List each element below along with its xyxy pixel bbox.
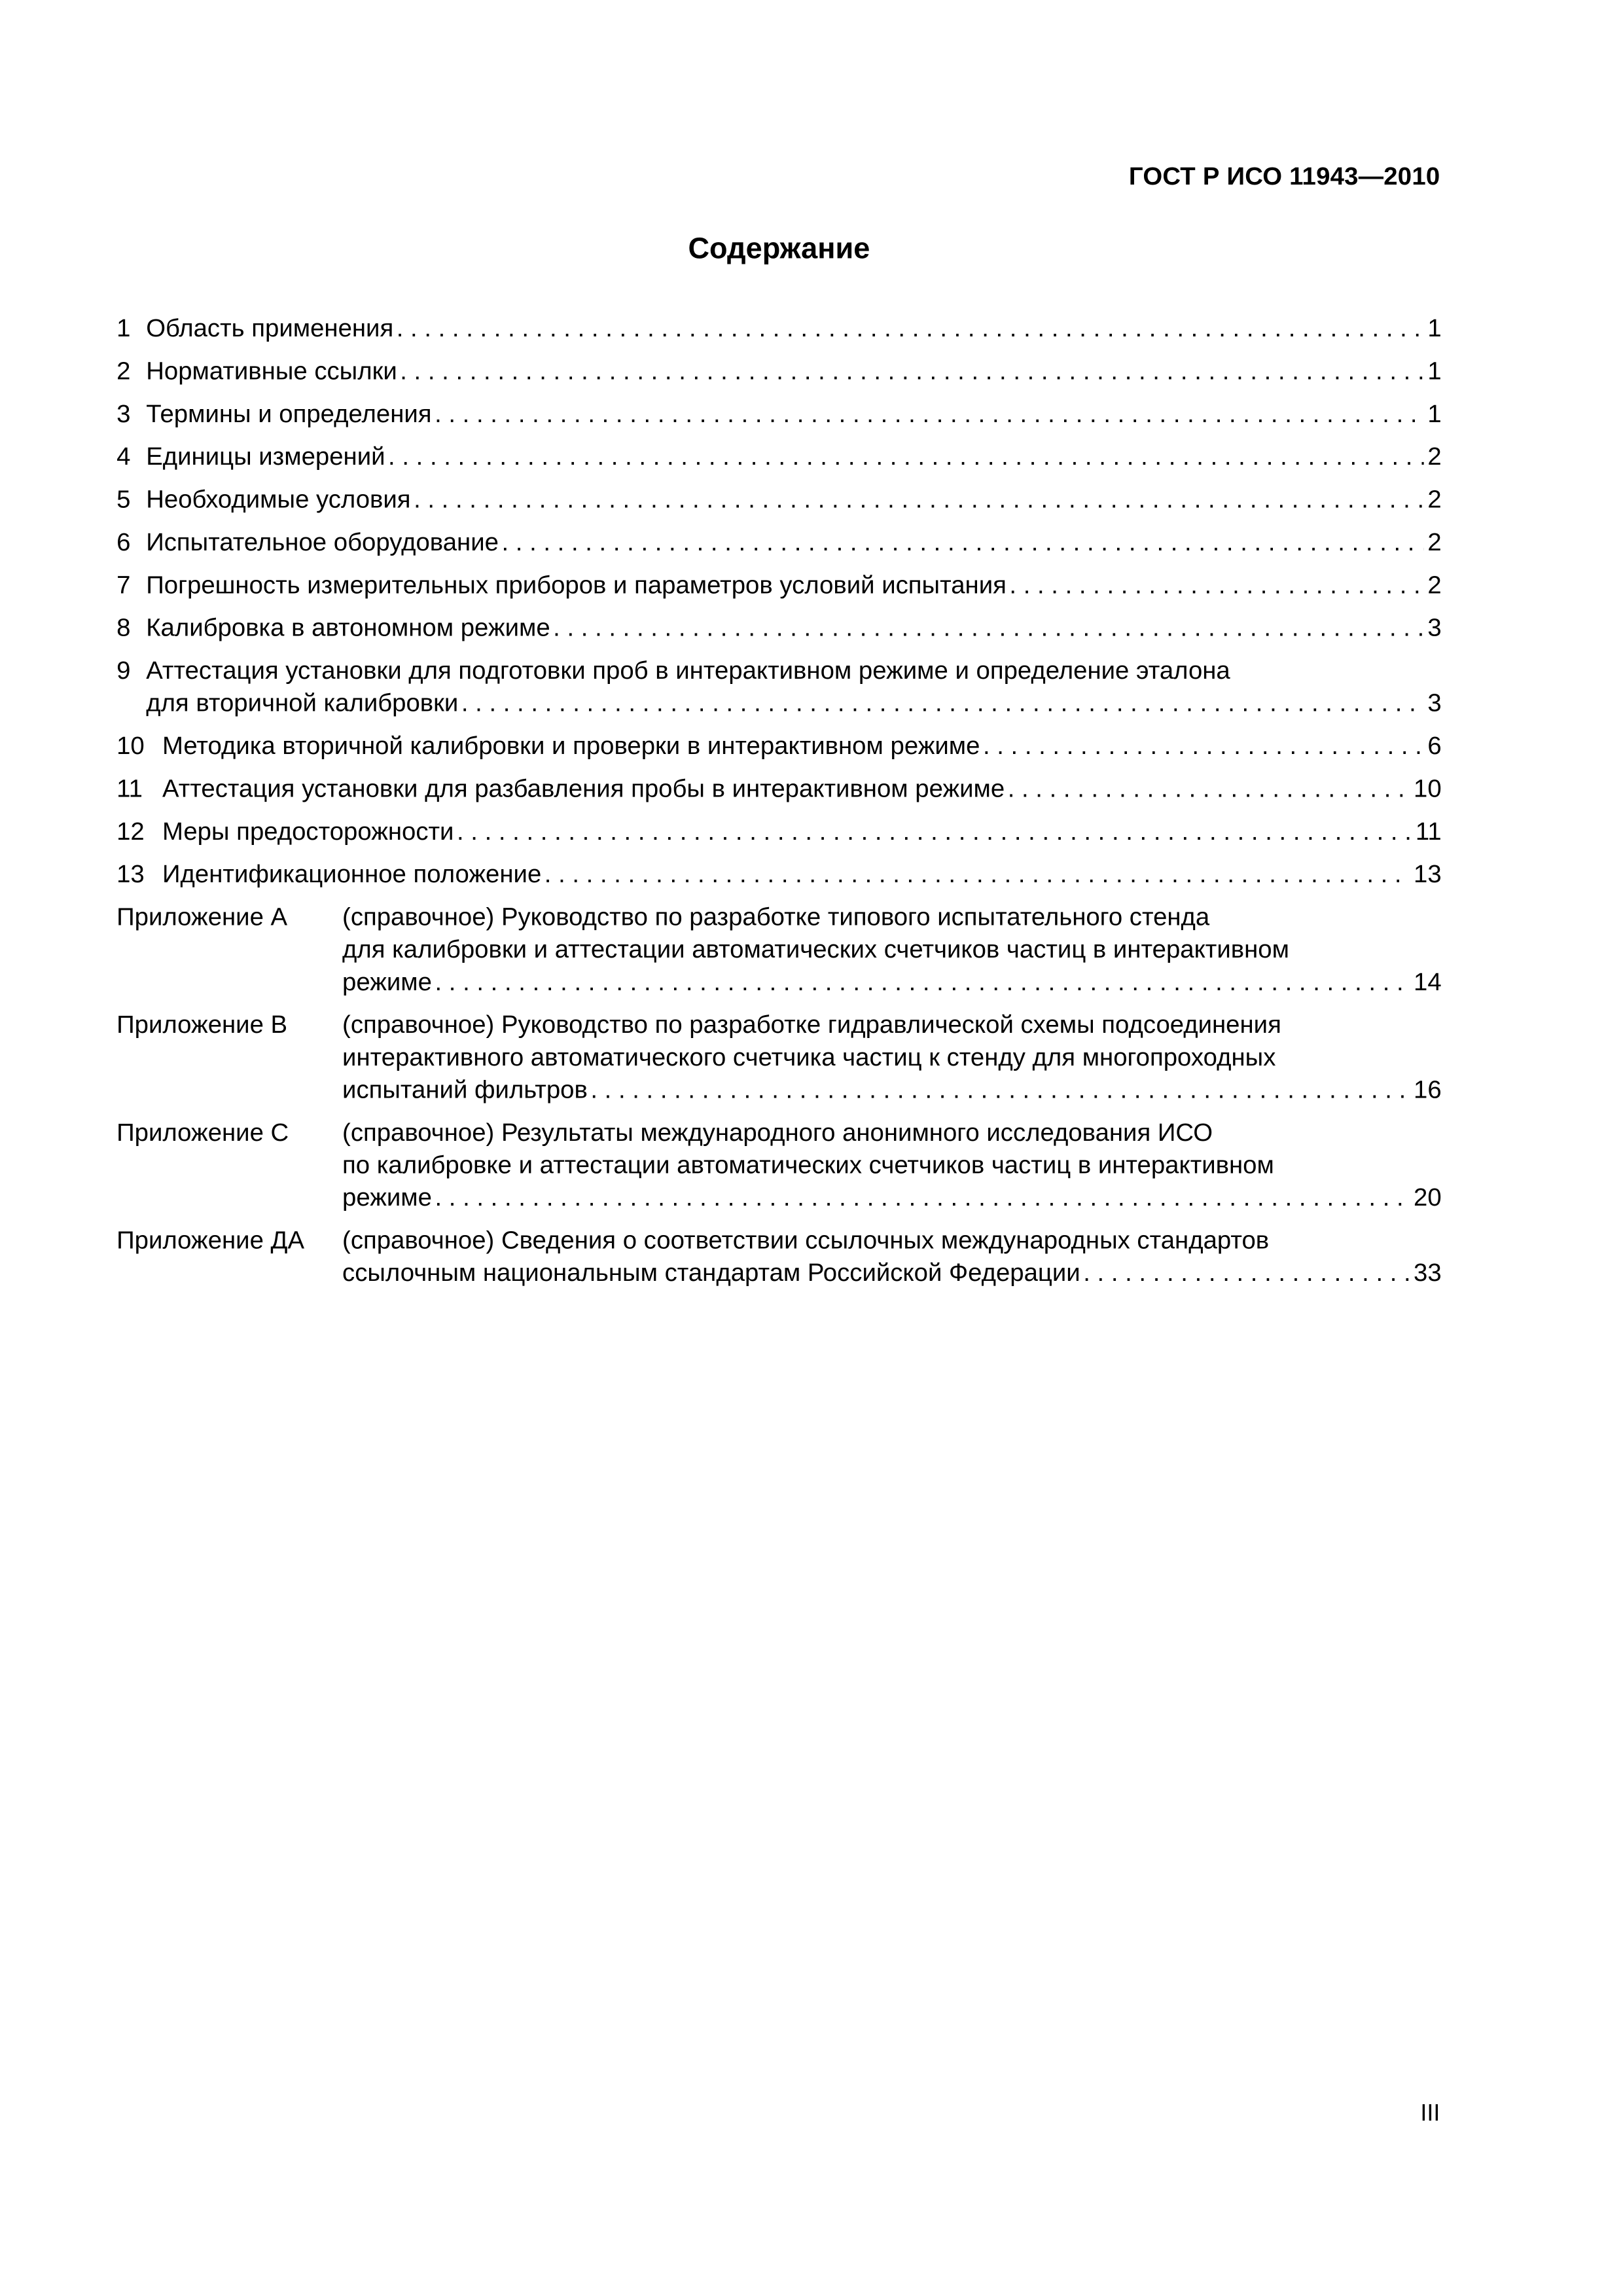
toc-entry-line: Единицы измерений xyxy=(146,442,385,471)
toc-entry-title xyxy=(146,613,1441,645)
dot-leader xyxy=(983,730,1423,763)
toc-entry-line: Термины и определения xyxy=(146,399,432,428)
toc-entry-line: Нормативные ссылки xyxy=(146,357,397,386)
toc-entry-last-line xyxy=(146,688,1441,721)
toc-page-number: 20 xyxy=(1414,1183,1442,1211)
toc-entry-title xyxy=(162,773,1442,806)
toc-entry-title xyxy=(146,527,1441,560)
toc-entry-line: ссылочным национальным стандартам Российской Федерации xyxy=(342,1259,1080,1287)
page-title: Содержание xyxy=(688,233,870,266)
toc-page-number: 2 xyxy=(1427,571,1442,600)
toc-page-number: 13 xyxy=(1414,860,1442,889)
toc-entry-line: (справочное) Результаты международного анонимного исследования ИСО xyxy=(342,1118,1213,1147)
toc-entry[interactable] xyxy=(116,441,1442,474)
toc-annex-label: Приложение ДА xyxy=(116,1226,305,1255)
toc-entry-title xyxy=(146,484,1441,516)
dot-leader xyxy=(414,484,1423,516)
toc-annex-entry[interactable] xyxy=(116,1225,1442,1289)
toc-entry-number: 10 xyxy=(116,732,145,761)
dot-leader xyxy=(1083,1257,1409,1290)
toc-entry-number: 6 xyxy=(116,528,131,556)
toc-entry-last-line xyxy=(146,527,1441,560)
toc-entry-last-line xyxy=(342,1257,1442,1290)
toc-entry-number: 1 xyxy=(116,314,131,343)
dot-leader xyxy=(435,967,1409,999)
dot-leader xyxy=(400,355,1423,388)
toc-entry[interactable] xyxy=(116,313,1442,346)
toc-entry-number: 12 xyxy=(116,817,145,846)
toc-annex-entry[interactable] xyxy=(116,1117,1442,1215)
toc-entry[interactable] xyxy=(116,527,1442,560)
toc-page-number: 1 xyxy=(1427,399,1442,428)
toc-entry[interactable] xyxy=(116,816,1442,849)
dot-leader xyxy=(1008,773,1410,806)
dot-leader xyxy=(461,688,1423,721)
toc-page-number: 2 xyxy=(1427,485,1442,514)
toc-page-number: 33 xyxy=(1414,1259,1442,1287)
document-id-header: ГОСТ Р ИСО 11943—2010 xyxy=(1128,162,1440,190)
dot-leader xyxy=(388,441,1423,474)
toc-entry-last-line xyxy=(146,355,1441,388)
toc-entry-line: (справочное) Сведения о соответствии ссылочных международных стандартов xyxy=(342,1226,1270,1255)
toc-entry-line: Аттестация установки для подготовки проб в интерактивном режиме и определение эталона xyxy=(146,656,1230,685)
toc-entry-line: по калибровке и аттестации автоматических счетчиков частиц в интерактивном xyxy=(342,1151,1274,1179)
toc-page-number: 1 xyxy=(1427,357,1442,386)
toc-entry-last-line xyxy=(146,613,1441,645)
toc-entry-title xyxy=(342,902,1442,999)
toc-entry[interactable] xyxy=(116,399,1442,431)
toc-annex-label: Приложение А xyxy=(116,903,288,931)
toc-entry-title xyxy=(342,1117,1442,1215)
toc-entry-number: 3 xyxy=(116,399,131,428)
toc-entry[interactable] xyxy=(116,730,1442,763)
toc-entry-last-line xyxy=(342,1074,1442,1107)
toc-page-number: 2 xyxy=(1427,528,1442,556)
toc-entry-last-line xyxy=(162,859,1442,891)
toc-entry-number: 2 xyxy=(116,357,131,386)
toc-entry-line: Методика вторичной калибровки и проверки в интерактивном режиме xyxy=(162,732,980,761)
toc-page-number: 10 xyxy=(1414,774,1442,803)
toc-entry-last-line xyxy=(342,1182,1442,1215)
dot-leader xyxy=(553,613,1423,645)
toc-entry-line: (справочное) Руководство по разработке гидравлической схемы подсоединения xyxy=(342,1011,1281,1039)
toc-entry-number: 11 xyxy=(116,774,143,803)
toc-entry-title xyxy=(146,569,1441,602)
toc-entry-line: испытаний фильтров xyxy=(342,1075,588,1104)
page-number: III xyxy=(1420,2101,1440,2126)
toc-entry-title xyxy=(342,1009,1442,1107)
toc-entry-last-line xyxy=(162,773,1442,806)
toc-annex-label: Приложение С xyxy=(116,1118,289,1147)
toc-page-number: 1 xyxy=(1427,314,1442,343)
toc-entry-line: Область применения xyxy=(146,314,394,343)
toc-entry-line: Калибровка в автономном режиме xyxy=(146,613,550,642)
toc-entry-line: для калибровки и аттестации автоматических счетчиков частиц в интерактивном xyxy=(342,935,1289,964)
toc-page-number: 3 xyxy=(1427,613,1442,642)
toc-page-number: 2 xyxy=(1427,442,1442,471)
toc-annex-entry[interactable] xyxy=(116,1009,1442,1107)
toc-entry-line: Необходимые условия xyxy=(146,485,411,514)
toc-entry-number: 5 xyxy=(116,485,131,514)
toc-annex-label: Приложение В xyxy=(116,1011,288,1039)
toc-entry-title xyxy=(342,1225,1442,1289)
toc-entry[interactable] xyxy=(116,773,1442,806)
toc-entry-number: 9 xyxy=(116,656,131,685)
toc-entry-last-line xyxy=(162,730,1442,763)
dot-leader xyxy=(590,1074,1409,1107)
toc-entry-line: режиме xyxy=(342,967,432,996)
toc-entry-last-line xyxy=(146,313,1441,346)
toc-entry-last-line xyxy=(342,967,1442,999)
toc-entry-line: Испытательное оборудование xyxy=(146,528,499,556)
toc-page-number: 6 xyxy=(1427,732,1442,761)
toc-page-number: 3 xyxy=(1427,689,1442,717)
toc-entry-title xyxy=(162,730,1442,763)
toc-entry-line: для вторичной калибровки xyxy=(146,689,459,717)
toc-entry[interactable] xyxy=(116,484,1442,516)
toc-entry-last-line xyxy=(162,816,1442,849)
dot-leader xyxy=(397,313,1423,346)
toc-entry-line: (справочное) Руководство по разработке типового испытательного стенда xyxy=(342,903,1210,931)
toc-entry[interactable] xyxy=(116,355,1442,388)
toc-entry-number: 13 xyxy=(116,860,145,889)
toc-entry-line: интерактивного автоматического счетчика частиц к стенду для многопроходных xyxy=(342,1043,1276,1071)
dot-leader xyxy=(501,527,1423,560)
toc-page-number: 14 xyxy=(1414,967,1442,996)
toc-page-number: 11 xyxy=(1415,817,1442,846)
toc-entry-title xyxy=(146,355,1441,388)
toc-entry[interactable] xyxy=(116,613,1442,645)
toc-entry-number: 4 xyxy=(116,442,131,471)
dot-leader xyxy=(435,1182,1409,1215)
toc-entry-number: 8 xyxy=(116,613,131,642)
dot-leader xyxy=(544,859,1409,891)
dot-leader xyxy=(457,816,1411,849)
toc-entry-line: Аттестация установки для разбавления пробы в интерактивном режиме xyxy=(162,774,1005,803)
toc-entry-title xyxy=(162,859,1442,891)
toc-entry[interactable] xyxy=(116,569,1442,602)
toc-entry[interactable] xyxy=(116,859,1442,891)
toc-entry-title xyxy=(146,655,1441,720)
toc-entry-last-line xyxy=(146,484,1441,516)
toc-page-number: 16 xyxy=(1414,1075,1442,1104)
table-of-contents xyxy=(116,313,1442,1300)
toc-entry-line: Погрешность измерительных приборов и параметров условий испытания xyxy=(146,571,1007,600)
toc-entry-line: Меры предосторожности xyxy=(162,817,454,846)
toc-entry-title xyxy=(146,399,1441,431)
toc-entry-last-line xyxy=(146,399,1441,431)
toc-entry-title xyxy=(162,816,1442,849)
toc-entry-title xyxy=(146,441,1441,474)
dot-leader xyxy=(1009,569,1423,602)
dot-leader xyxy=(435,399,1423,431)
toc-entry-last-line xyxy=(146,569,1441,602)
toc-entry[interactable] xyxy=(116,655,1442,720)
toc-entry-title xyxy=(146,313,1441,346)
toc-entry-line: режиме xyxy=(342,1183,432,1211)
toc-entry-line: Идентификационное положение xyxy=(162,860,542,889)
toc-annex-entry[interactable] xyxy=(116,902,1442,999)
toc-entry-number: 7 xyxy=(116,571,131,600)
toc-entry-last-line xyxy=(146,441,1441,474)
